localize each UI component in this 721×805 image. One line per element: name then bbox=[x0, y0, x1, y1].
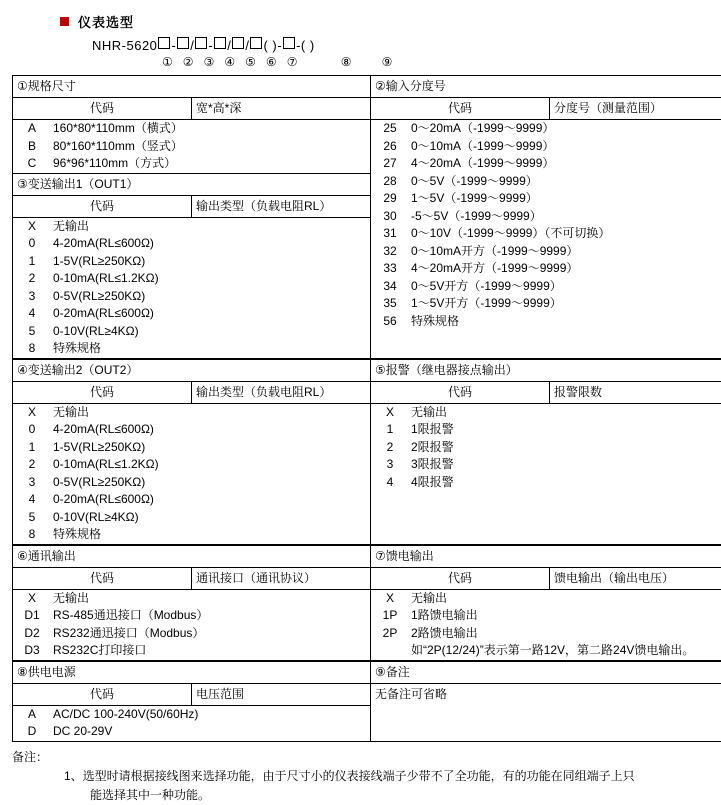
desc-cell: 4-20mA(RL≤600Ω) bbox=[51, 235, 370, 253]
list-item bbox=[371, 138, 721, 156]
desc-cell: 无输出 bbox=[409, 404, 721, 422]
model-box-1 bbox=[158, 37, 170, 49]
list-item bbox=[13, 607, 370, 625]
list-item bbox=[371, 456, 721, 474]
desc-cell: 1-5V(RL≥250KΩ) bbox=[51, 253, 370, 271]
list-item bbox=[371, 243, 721, 261]
spec-table-top bbox=[12, 75, 721, 359]
section-1-code-header: 代码 bbox=[13, 98, 192, 120]
desc-cell: DC 20-29V bbox=[51, 723, 370, 741]
desc-cell: AC/DC 100-240V(50/60Hz) bbox=[51, 706, 370, 724]
model-prefix: NHR-5620 bbox=[92, 38, 157, 53]
code-cell: 27 bbox=[371, 155, 409, 173]
desc-cell: 96*96*110mm（方式） bbox=[51, 155, 370, 173]
code-cell: 4 bbox=[371, 474, 409, 492]
code-cell: 4 bbox=[13, 491, 51, 509]
code-cell: 2 bbox=[13, 456, 51, 474]
section-5-body bbox=[371, 403, 721, 544]
notes-block bbox=[12, 748, 709, 805]
section-columns-row bbox=[13, 683, 721, 705]
section-7-heading: ⑦馈电输出 bbox=[371, 545, 721, 567]
list-item bbox=[371, 439, 721, 457]
section-7-list bbox=[371, 590, 721, 660]
index-6: ⑥ bbox=[266, 55, 277, 69]
desc-cell: 0-5V(RL≥250KΩ) bbox=[51, 474, 370, 492]
code-cell: 0 bbox=[13, 421, 51, 439]
desc-cell: 1限报警 bbox=[409, 421, 721, 439]
list-item bbox=[13, 288, 370, 306]
desc-cell: 特殊规格 bbox=[409, 313, 721, 331]
section-2-list bbox=[371, 120, 721, 330]
desc-cell: 0-10V(RL≥4KΩ) bbox=[51, 509, 370, 527]
desc-cell: 0-20mA(RL≤600Ω) bbox=[51, 491, 370, 509]
list-item bbox=[13, 526, 370, 544]
code-cell: X bbox=[371, 590, 409, 608]
model-box-4 bbox=[214, 37, 226, 49]
section-8-heading: ⑧供电电源 bbox=[13, 661, 371, 683]
notes-line-2: 能选择其中一种功能。 bbox=[90, 786, 709, 805]
list-item bbox=[13, 404, 370, 422]
desc-cell: RS232C打印接口 bbox=[51, 642, 370, 660]
code-cell: 5 bbox=[13, 323, 51, 341]
desc-cell: 4～20mA开方（-1999～9999） bbox=[409, 260, 721, 278]
code-cell: 8 bbox=[13, 526, 51, 544]
code-cell: 2 bbox=[13, 270, 51, 288]
code-cell: 29 bbox=[371, 190, 409, 208]
section-7-footnote: 如“2P(12/24)”表示第一路12V，第二路24V馈电输出。 bbox=[409, 642, 721, 660]
list-item bbox=[371, 474, 721, 492]
section-9-heading: ⑨备注 bbox=[371, 661, 721, 683]
code-cell: 34 bbox=[371, 278, 409, 296]
code-cell: A bbox=[13, 706, 51, 724]
code-cell: 3 bbox=[13, 288, 51, 306]
code-cell: B bbox=[13, 138, 51, 156]
section-1-desc-header: 宽*高*深 bbox=[192, 98, 371, 120]
list-item bbox=[13, 323, 370, 341]
section-heading-row bbox=[13, 359, 721, 381]
section-2-body bbox=[371, 120, 721, 359]
code-cell: 1P bbox=[371, 607, 409, 625]
list-item bbox=[371, 607, 721, 625]
section-heading-row bbox=[13, 76, 721, 98]
desc-cell: -5～5V（-1999～9999） bbox=[409, 208, 721, 226]
list-item bbox=[371, 190, 721, 208]
code-cell: 2 bbox=[371, 439, 409, 457]
desc-cell: 4限报警 bbox=[409, 474, 721, 492]
list-item bbox=[371, 590, 721, 608]
section-2-heading: ②输入分度号 bbox=[371, 76, 721, 98]
list-item bbox=[13, 509, 370, 527]
section-columns-row bbox=[13, 567, 721, 589]
code-cell: 56 bbox=[371, 313, 409, 331]
section-body-row bbox=[13, 403, 721, 544]
list-item bbox=[371, 173, 721, 191]
code-cell: D1 bbox=[13, 607, 51, 625]
code-cell: A bbox=[13, 120, 51, 138]
code-cell: C bbox=[13, 155, 51, 173]
list-item bbox=[13, 439, 370, 457]
list-item bbox=[371, 642, 721, 660]
index-9: ⑨ bbox=[382, 55, 393, 69]
section-heading-row bbox=[13, 661, 721, 683]
list-item bbox=[371, 313, 721, 331]
list-item bbox=[13, 340, 370, 358]
desc-cell: RS-485通迅接口（Modbus） bbox=[51, 607, 370, 625]
section-5-list bbox=[371, 404, 721, 492]
section-3-body bbox=[13, 217, 371, 358]
desc-cell: 1～5V（-1999～9999） bbox=[409, 190, 721, 208]
list-item bbox=[371, 225, 721, 243]
section-9-text: 无备注可省略 bbox=[371, 683, 721, 741]
code-cell: 28 bbox=[371, 173, 409, 191]
code-cell: 8 bbox=[13, 340, 51, 358]
desc-cell: 4-20mA(RL≤600Ω) bbox=[51, 421, 370, 439]
code-cell: X bbox=[13, 590, 51, 608]
code-cell: 25 bbox=[371, 120, 409, 138]
section-6-body bbox=[13, 589, 371, 660]
section-2-desc-header: 分度号（测量范围） bbox=[550, 98, 721, 120]
list-item bbox=[13, 155, 370, 173]
model-box-5 bbox=[232, 37, 244, 49]
desc-cell: 无输出 bbox=[51, 590, 370, 608]
notes-line-1: 1、选型时请根据接线图来选择功能，由于尺寸小的仪表接线端子少带不了全功能，有的功能在同组端子上只 bbox=[64, 767, 709, 786]
section-6-list bbox=[13, 590, 370, 660]
code-cell: X bbox=[371, 404, 409, 422]
section-1-list bbox=[13, 120, 370, 173]
code-cell: 1 bbox=[13, 253, 51, 271]
code-cell: D3 bbox=[13, 642, 51, 660]
code-cell: 3 bbox=[371, 456, 409, 474]
desc-cell: 0～10mA开方（-1999～9999） bbox=[409, 243, 721, 261]
code-cell: 1 bbox=[13, 439, 51, 457]
list-item bbox=[13, 421, 370, 439]
model-box-6 bbox=[250, 37, 262, 49]
desc-cell: 0-5V(RL≥250KΩ) bbox=[51, 288, 370, 306]
section-6-heading: ⑥通讯输出 bbox=[13, 545, 371, 567]
section-4-code-header: 代码 bbox=[13, 381, 192, 403]
section-4-list bbox=[13, 404, 370, 544]
model-box-2 bbox=[177, 37, 189, 49]
list-item bbox=[13, 305, 370, 323]
section-3-heading: ③变送输出1（OUT1） bbox=[13, 173, 371, 195]
code-cell: D2 bbox=[13, 625, 51, 643]
list-item bbox=[13, 235, 370, 253]
section-8-desc-header: 电压范围 bbox=[192, 683, 371, 705]
list-item bbox=[13, 590, 370, 608]
spec-table-mid bbox=[12, 359, 721, 545]
list-item bbox=[371, 625, 721, 643]
code-cell: D bbox=[13, 723, 51, 741]
model-index-row bbox=[162, 55, 709, 69]
desc-cell: 特殊规格 bbox=[51, 340, 370, 358]
section-2-code-header: 代码 bbox=[371, 98, 550, 120]
desc-cell: 0-10mA(RL≤1.2KΩ) bbox=[51, 456, 370, 474]
index-5: ⑤ bbox=[245, 55, 256, 69]
section-columns-row bbox=[13, 381, 721, 403]
code-cell: 31 bbox=[371, 225, 409, 243]
desc-cell: 0-20mA(RL≤600Ω) bbox=[51, 305, 370, 323]
desc-cell: 2路馈电输出 bbox=[409, 625, 721, 643]
list-item bbox=[371, 120, 721, 138]
desc-cell: 4～20mA（-1999～9999） bbox=[409, 155, 721, 173]
section-7-body bbox=[371, 589, 721, 660]
desc-cell: 无输出 bbox=[409, 590, 721, 608]
section-8-code-header: 代码 bbox=[13, 683, 192, 705]
desc-cell: 1-5V(RL≥250KΩ) bbox=[51, 439, 370, 457]
list-item bbox=[13, 138, 370, 156]
page-title bbox=[60, 12, 709, 31]
code-cell: 26 bbox=[371, 138, 409, 156]
index-1: ① bbox=[162, 55, 173, 69]
page-title-text: 仪表选型 bbox=[78, 12, 134, 31]
section-body-row bbox=[13, 120, 721, 174]
list-item bbox=[13, 706, 370, 724]
section-8-list bbox=[13, 706, 370, 741]
list-item bbox=[371, 155, 721, 173]
section-3-code-header: 代码 bbox=[13, 195, 192, 217]
code-cell: 1 bbox=[371, 421, 409, 439]
desc-cell: 0-10mA(RL≤1.2KΩ) bbox=[51, 270, 370, 288]
desc-cell: 1路馈电输出 bbox=[409, 607, 721, 625]
section-7-desc-header: 馈电输出（输出电压） bbox=[550, 567, 721, 589]
code-cell: 35 bbox=[371, 295, 409, 313]
list-item bbox=[371, 404, 721, 422]
desc-cell: 无输出 bbox=[51, 218, 370, 236]
section-3-desc-header: 输出类型（负载电阻RL） bbox=[192, 195, 371, 217]
list-item bbox=[13, 474, 370, 492]
list-item bbox=[13, 642, 370, 660]
desc-cell: RS232通迅接口（Modbus） bbox=[51, 625, 370, 643]
section-1-heading: ①规格尺寸 bbox=[13, 76, 371, 98]
list-item bbox=[371, 421, 721, 439]
code-cell: 30 bbox=[371, 208, 409, 226]
code-cell: 3 bbox=[13, 474, 51, 492]
desc-cell: 0～5V（-1999～9999） bbox=[409, 173, 721, 191]
section-8-body bbox=[13, 705, 371, 741]
list-item bbox=[371, 208, 721, 226]
desc-cell: 1～5V开方（-1999～9999） bbox=[409, 295, 721, 313]
desc-cell: 0～20mA（-1999～9999） bbox=[409, 120, 721, 138]
section-7-code-header: 代码 bbox=[371, 567, 550, 589]
list-item bbox=[13, 120, 370, 138]
spec-table-power bbox=[12, 661, 721, 742]
desc-cell: 0～5V开方（-1999～9999） bbox=[409, 278, 721, 296]
code-cell: X bbox=[13, 404, 51, 422]
section-heading-row bbox=[13, 545, 721, 567]
code-cell: 33 bbox=[371, 260, 409, 278]
list-item bbox=[13, 625, 370, 643]
code-cell: 4 bbox=[13, 305, 51, 323]
section-5-desc-header: 报警限数 bbox=[550, 381, 721, 403]
list-item bbox=[13, 723, 370, 741]
list-item bbox=[13, 270, 370, 288]
code-cell: 2P bbox=[371, 625, 409, 643]
bullet-marker-icon bbox=[60, 17, 69, 26]
section-4-body bbox=[13, 403, 371, 544]
model-box-3 bbox=[195, 37, 207, 49]
section-columns-row bbox=[13, 98, 721, 120]
code-cell: 5 bbox=[13, 509, 51, 527]
section-4-desc-header: 输出类型（负载电阻RL） bbox=[192, 381, 371, 403]
section-6-desc-header: 通讯接口（通讯协议） bbox=[192, 567, 371, 589]
index-3: ③ bbox=[204, 55, 215, 69]
section-4-heading: ④变送输出2（OUT2） bbox=[13, 359, 371, 381]
spec-table-comm bbox=[12, 545, 721, 661]
model-code-row: NHR-5620 - / - / / ( )- -( ) bbox=[92, 37, 709, 53]
section-6-code-header: 代码 bbox=[13, 567, 192, 589]
model-box-7 bbox=[283, 37, 295, 49]
desc-cell: 0～10mA（-1999～9999） bbox=[409, 138, 721, 156]
desc-cell: 0～10V（-1999～9999）（不可切换） bbox=[409, 225, 721, 243]
desc-cell: 特殊规格 bbox=[51, 526, 370, 544]
section-5-heading: ⑤报警（继电器接点输出） bbox=[371, 359, 721, 381]
list-item bbox=[13, 218, 370, 236]
desc-cell: 3限报警 bbox=[409, 456, 721, 474]
index-2: ② bbox=[183, 55, 194, 69]
notes-label: 备注： bbox=[12, 748, 709, 767]
desc-cell: 80*160*110mm（竖式） bbox=[51, 138, 370, 156]
index-4: ④ bbox=[224, 55, 235, 69]
list-item bbox=[13, 456, 370, 474]
desc-cell: 0-10V(RL≥4KΩ) bbox=[51, 323, 370, 341]
desc-cell: 无输出 bbox=[51, 404, 370, 422]
list-item bbox=[371, 278, 721, 296]
list-item bbox=[371, 295, 721, 313]
section-1-body bbox=[13, 120, 371, 174]
section-body-row bbox=[13, 589, 721, 660]
list-item bbox=[13, 253, 370, 271]
index-8: ⑧ bbox=[341, 55, 352, 69]
section-3-list bbox=[13, 218, 370, 358]
index-7: ⑦ bbox=[287, 55, 298, 69]
section-5-code-header: 代码 bbox=[371, 381, 550, 403]
code-cell: 32 bbox=[371, 243, 409, 261]
code-cell: 0 bbox=[13, 235, 51, 253]
code-cell: X bbox=[13, 218, 51, 236]
desc-cell: 2限报警 bbox=[409, 439, 721, 457]
desc-cell: 160*80*110mm（横式） bbox=[51, 120, 370, 138]
list-item bbox=[371, 260, 721, 278]
list-item bbox=[13, 491, 370, 509]
